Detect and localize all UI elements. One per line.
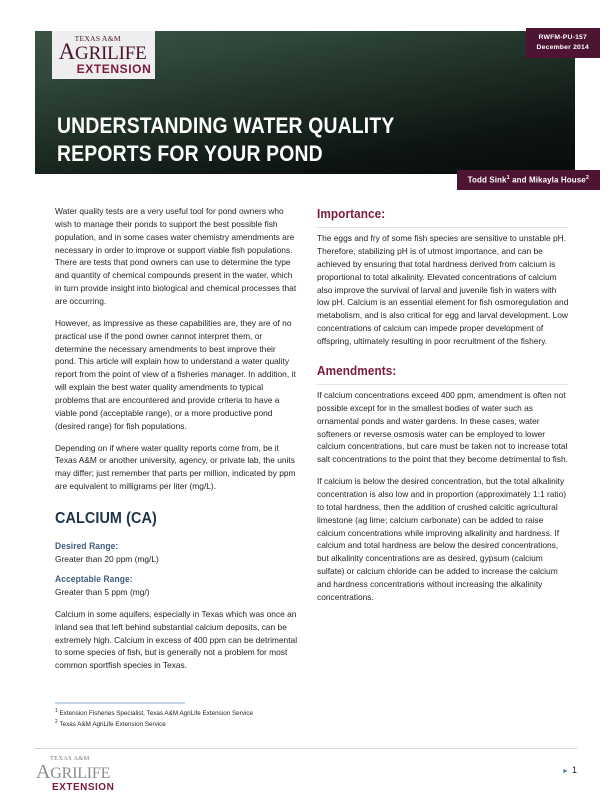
acceptable-range-value: Greater than 5 ppm (mg/): [55, 587, 150, 598]
author-byline-badge: [457, 170, 600, 190]
desired-range-value: Greater than 20 ppm (mg/L): [55, 553, 159, 564]
publication-code: RWFM-PU-157: [538, 34, 588, 41]
footnote-2: [55, 719, 298, 730]
page-title: [57, 112, 394, 168]
page-number-value: 1: [571, 765, 577, 775]
footnote-1: [55, 708, 298, 719]
agrilife-extension-logo: [52, 31, 155, 79]
footnote-separator: [55, 702, 185, 704]
acceptable-range-label: Acceptable Range:: [55, 574, 133, 585]
right-column: [317, 205, 569, 613]
logo-line-texas-am: TEXAS A&M: [74, 33, 121, 43]
logo-line-agrilife: [58, 39, 152, 65]
footnote-2-text: Texas A&M AgriLife Extension Service: [57, 720, 166, 728]
desired-range-label: Desired Range:: [55, 540, 119, 551]
footnote-2-marker: 2: [55, 718, 58, 725]
importance-paragraph: The eggs and fry of some fish species are sensitive to unstable pH. Therefore, stabilizing pH is of utmost importance, and can be achieved by ensuring that total hardness derived from calcium is proportional to total alkalinity. Elevated concentrations of calcium also improve the survival of larval and juvenile fish in waters with low pH. Calcium is an essential element for fish osmoregulation and metabolism, and is also critical for egg and larval development. Low concentrations of calcium can impede proper development of offspring, ultimately resulting in poor recruitment of the fishery.: [317, 233, 569, 346]
footer-agrilife-logo: [36, 756, 114, 793]
intro-paragraph-2: However, as impressive as these capabilities are, they are of no practical use if the pond owner cannot interpret them, or determine the necessary amendments to best improve their pond. This article will explain how to understand a water quality report from the point of view of a fisheries manager. In addition, it will explain the best water quality amendments to typical problems that are encountered and provide criteria to have a viable pond (acceptable range), or a more productive pond (desired range) for fish populations.: [55, 317, 296, 431]
page-number: [562, 765, 577, 775]
amendments-paragraph-2: If calcium is below the desired concentration, but the total alkalinity concentration is also low and in proportion (approximately 1:1 ratio) to total hardness, then the addition of crushed calcitic agricultural limestone (ag lime; calcium carbonate) can be added to raise calcium concentrations while improving alkalinity and hardness. If calcium and total hardness are below the desired concentrations, but alkalinity concentrations are as desired, gypsum (calcium sulfate) or calcium chloride can be added to increase the calcium and hardness concentrations without increasing the alkalinity concentrations.: [317, 476, 567, 602]
publication-date: December 2014: [536, 43, 589, 51]
author-one: Todd Sink: [467, 175, 507, 185]
amendments-paragraph-1: If calcium concentrations exceed 400 ppm, amendment is often not possible except for in the smallest bodies of water such as ornamental ponds and water gardens. In these cases, water softeners or reverse osmosis water can be employed to lower calcium concentrations, but care must be taken not to increase total salt concentrations to the point that they become detrimental to fish.: [317, 389, 568, 465]
left-column: [55, 205, 298, 681]
logo-line-extension: EXTENSION: [76, 62, 152, 77]
intro-paragraph-1: Water quality tests are a very useful tool for pond owners who wish to manage their ponds to support the best possible fish population, and in some cases water chemistry amendments are necessary in order to improve or support viable fish populations. There are tests that pond owners can use to determine the type and quantity of chemical compounds present in the water, which in turn provide insight into biological and chemical processes that are occurring.: [55, 206, 297, 307]
footer-divider: [35, 748, 577, 749]
footer-logo-line-texas-am: TEXAS A&M: [50, 755, 90, 762]
importance-heading: Importance:: [317, 205, 568, 228]
footer-logo-word-grilife: GRILIFE: [50, 764, 111, 782]
intro-paragraph-3: Depending on if where water quality reports come from, be it Texas A&M or another university, agency, or private lab, the units may differ; just remember that parts per million, indicated by ppm are equivalent to milligrams per liter (mg/L).: [55, 442, 296, 492]
author-one-footnote-marker: 1: [506, 175, 510, 181]
footer-logo-line-extension: EXTENSION: [52, 781, 115, 793]
page-title-line-2: REPORTS FOR YOUR POND: [57, 141, 323, 167]
footnote-1-text: Extension Fisheries Specialist, Texas A&M AgriLife Extension Service: [57, 710, 253, 718]
footer-logo-initial-a: A: [36, 760, 51, 783]
publication-id-badge: [526, 28, 600, 58]
calcium-section-heading: CALCIUM (CA): [55, 510, 157, 528]
amendments-heading: Amendments:: [317, 362, 568, 385]
page-arrow-icon: ►: [562, 768, 569, 775]
footer-logo-line-agrilife: [36, 760, 114, 783]
byline-conjunction: and Mikayla House: [509, 175, 586, 185]
logo-word-grilife: GRILIFE: [75, 43, 147, 65]
logo-initial-a: A: [58, 39, 76, 65]
footnote-1-marker: 1: [55, 708, 58, 714]
logo-text-group: [56, 35, 152, 76]
author-two-footnote-marker: 2: [585, 175, 589, 181]
page-title-line-1: UNDERSTANDING WATER QUALITY: [57, 113, 395, 138]
calcium-closing-paragraph: Calcium in some aquifers, especially in Texas which was once an inland sea that left behind substantial calcium deposits, can be extremely high. Calcium in excess of 400 ppm can be detrimental to some species of fish, but is generally not a problem for most common sportfish species in Texas.: [55, 608, 298, 671]
footnotes-block: [55, 702, 298, 730]
